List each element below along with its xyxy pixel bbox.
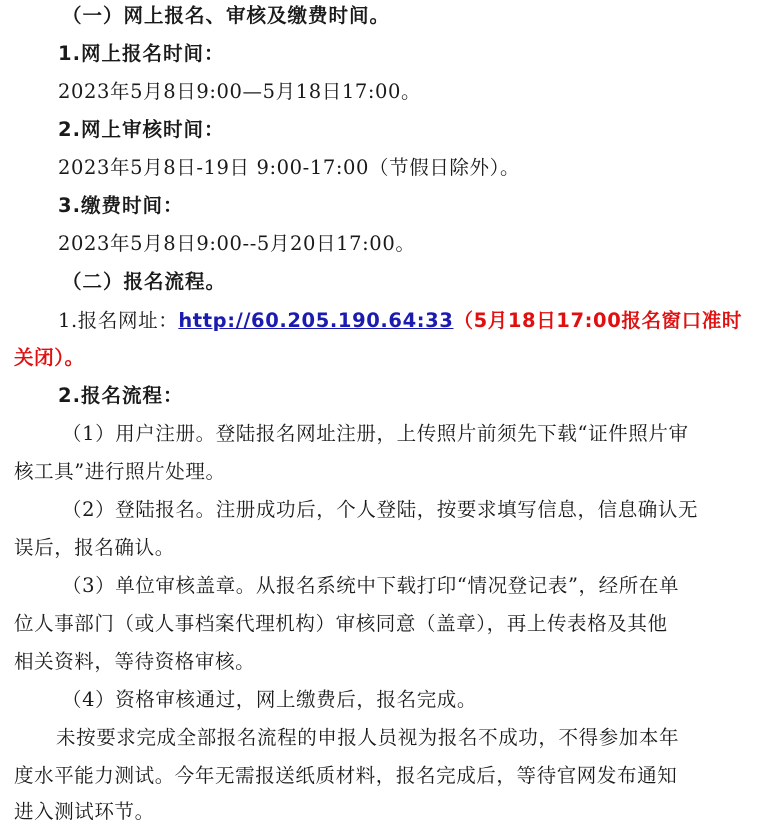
note-line-3: 进入测试环节。	[14, 800, 155, 823]
step-2-line-1: （2）登陆报名。注册成功后，个人登陆，按要求填写信息，信息确认无	[62, 498, 699, 521]
registration-url-line	[58, 307, 745, 335]
process-title: 2.报名流程：	[58, 384, 184, 407]
registration-deadline-notice: （5月18日17:00报名窗口准时	[453, 309, 742, 332]
step-3-line-2: 位人事部门（或人事档案代理机构）审核同意（盖章），再上传表格及其他	[14, 612, 668, 635]
step-2-line-2: 误后，报名确认。	[14, 536, 175, 559]
note-line-2: 度水平能力测试。今年无需报送纸质材料，报名完成后，等待官网发布通知	[14, 764, 678, 787]
item-3-text: 2023年5月8日9:00--5月20日17:00。	[58, 232, 416, 255]
step-1-line-1: （1）用户注册。登陆报名网址注册，上传照片前须先下载“证件照片审	[62, 422, 689, 445]
step-3-line-3: 相关资料，等待资格审核。	[14, 650, 256, 673]
step-1-line-2: 核工具”进行照片处理。	[14, 460, 226, 483]
item-2-text: 2023年5月8日-19日 9:00-17:00（节假日除外）。	[58, 156, 521, 179]
note-line-1: 未按要求完成全部报名流程的申报人员视为报名不成功，不得参加本年	[56, 726, 680, 749]
registration-url-prefix: 1.报名网址：	[58, 309, 179, 332]
item-3-title: 3.缴费时间：	[58, 194, 184, 217]
step-3-line-1: （3）单位审核盖章。从报名系统中下载打印“情况登记表”，经所在单	[62, 574, 680, 597]
item-2-title: 2.网上审核时间：	[58, 118, 225, 141]
registration-url-link[interactable]: http://60.205.190.64:33	[178, 309, 454, 332]
section-1-heading: （一）网上报名、审核及缴费时间。	[62, 4, 391, 27]
item-1-text: 2023年5月8日9:00—5月18日17:00。	[58, 80, 422, 103]
section-2-heading: （二）报名流程。	[62, 270, 227, 293]
step-4-line-1: （4）资格审核通过，网上缴费后，报名完成。	[62, 688, 478, 711]
registration-deadline-notice-cont: 关闭）。	[14, 346, 85, 369]
item-1-title: 1.网上报名时间：	[58, 42, 225, 65]
